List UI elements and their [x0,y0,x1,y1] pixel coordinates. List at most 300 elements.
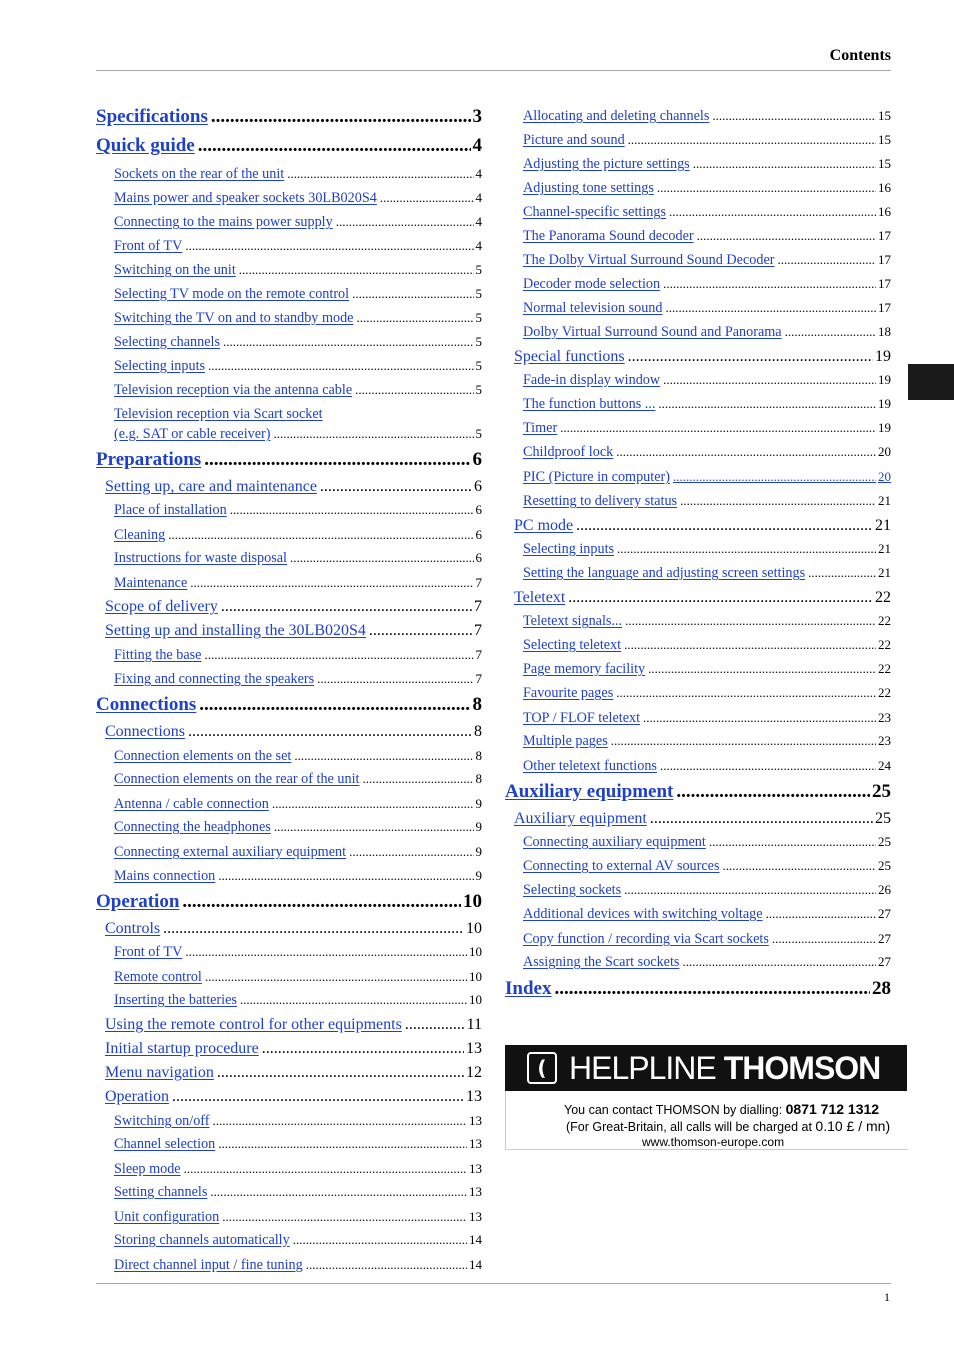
toc-entry-page: 22 [878,613,891,628]
toc-leader-dots [723,858,877,874]
toc-entry[interactable] [523,882,891,899]
toc-entry[interactable] [523,661,891,678]
toc-leader-dots [624,637,876,653]
toc-entry-page: 27 [878,954,891,969]
toc-entry-page: 6 [475,502,482,517]
toc-leader-dots [230,502,474,518]
toc-entry-page: 7 [475,671,482,686]
toc-entry-label[interactable]: Setting up and installing the 30LB020S4 [105,622,366,639]
toc-entry[interactable] [523,637,891,654]
toc-entry-page: 8 [475,748,482,763]
toc-leader-dots [204,449,470,471]
toc-entry-label[interactable]: Selecting sockets [523,882,622,898]
toc-entry[interactable] [523,396,891,413]
toc-entry-label-line1: Television reception via Scart socket [114,406,323,422]
toc-leader-dots [616,685,876,701]
toc-entry-label[interactable]: Childproof lock [523,444,614,460]
toc-entry-page: 15 [878,132,891,147]
toc-entry-page: 6 [474,478,482,495]
toc-entry[interactable] [114,214,482,231]
toc-entry[interactable] [105,1064,482,1082]
toc-entry[interactable] [114,575,482,592]
toc-entry-page: 4 [475,190,482,205]
toc-entry-page: 27 [878,931,891,946]
toc-entry-page: 21 [878,565,891,580]
toc-leader-dots [356,310,473,326]
toc-entry-label[interactable]: Front of TV [114,238,183,254]
toc-leader-dots [199,694,470,716]
toc-entry-page: 20 [878,444,891,459]
toc-entry[interactable] [114,382,482,399]
toc-entry[interactable] [114,262,482,279]
toc-leader-dots [808,565,876,581]
toc-entry-page: 8 [472,694,482,715]
toc-entry-page: 25 [878,834,891,849]
toc-entry-label[interactable]: Resetting to delivery status [523,493,678,509]
toc-entry-label[interactable]: Connecting auxiliary equipment [523,834,706,850]
toc-entry[interactable] [523,444,891,461]
toc-entry-page: 3 [472,106,482,127]
toc-entry[interactable] [114,992,482,1009]
footer-divider [96,1283,891,1284]
toc-entry[interactable] [114,502,482,519]
toc-entry[interactable] [523,469,891,486]
toc-entry[interactable] [114,944,482,961]
toc-leader-dots [576,517,873,535]
toc-entry-page: 13 [469,1136,482,1151]
toc-entry-label[interactable]: Specifications [96,106,208,127]
toc-entry-label[interactable]: Auxiliary equipment [505,781,674,802]
toc-leader-dots [184,1161,467,1177]
toc-leader-dots [648,661,876,677]
toc-leader-dots [624,882,876,898]
toc-entry[interactable] [114,1257,482,1274]
toc-entry-label[interactable]: Adjusting the picture settings [523,156,690,172]
toc-entry[interactable] [514,517,891,535]
toc-leader-dots [666,300,877,316]
toc-entry-label[interactable]: Connections [105,723,185,740]
toc-leader-dots [287,166,473,182]
toc-entry-label[interactable]: Teletext signals... [523,613,623,629]
toc-entry[interactable] [96,106,482,128]
toc-entry[interactable] [105,1088,482,1106]
toc-leader-dots [352,286,473,302]
toc-entry-label[interactable]: Channel-specific settings [523,204,667,220]
toc-entry-label[interactable]: Television reception via the antenna cable [114,382,353,398]
toc-entry-label[interactable]: Sleep mode [114,1161,181,1177]
toc-entry-label[interactable]: Setting channels [114,1184,208,1200]
toc-entry[interactable] [523,180,891,197]
toc-entry-page: 25 [878,858,891,873]
toc-entry[interactable] [114,190,482,207]
toc-leader-dots [208,358,473,374]
toc-leader-dots [262,1040,464,1058]
toc-leader-dots [168,527,473,543]
toc-entry-label[interactable]: Teletext [514,589,566,606]
toc-entry-page: 19 [878,396,891,411]
toc-entry-label[interactable]: Setting up, care and maintenance [105,478,317,495]
toc-entry-page: 22 [875,589,891,606]
toc-entry-page: 6 [472,449,482,470]
header-divider [96,70,891,71]
toc-entry-label[interactable]: Switching on/off [114,1113,210,1129]
toc-entry[interactable] [514,810,891,828]
toc-entry[interactable] [114,796,482,813]
toc-entry-label[interactable]: Preparations [96,449,202,470]
toc-leader-dots [240,992,467,1008]
toc-entry[interactable] [114,748,482,765]
toc-entry-label[interactable]: Selecting inputs [523,541,615,557]
toc-entry[interactable] [523,685,891,702]
toc-entry-page: 7 [474,622,482,639]
toc-entry[interactable] [523,710,891,727]
toc-entry[interactable] [523,565,891,582]
toc-entry[interactable] [114,550,482,567]
toc-entry[interactable] [114,844,482,861]
toc-entry[interactable] [114,1209,482,1226]
toc-entry-page: 10 [463,891,482,912]
toc-entry-page: 22 [878,637,891,652]
toc-entry-label[interactable]: Instructions for waste disposal [114,550,287,566]
toc-entry-label[interactable]: Copy function / recording via Scart sockets [523,931,769,947]
toc-entry[interactable] [114,166,482,183]
toc-entry-label[interactable]: Remote control [114,969,202,985]
toc-entry[interactable] [114,527,482,544]
toc-entry-label[interactable]: Assigning the Scart sockets [523,954,680,970]
toc-entry-label[interactable]: Connection elements on the set [114,748,292,764]
toc-entry-page: 27 [878,906,891,921]
toc-leader-dots [205,969,467,985]
toc-entry-page: 17 [878,252,891,267]
toc-entry-page: 20 [878,469,891,484]
toc-entry-label[interactable]: Selecting channels [114,334,220,350]
toc-entry-label[interactable]: Switching on the unit [114,262,236,278]
toc-entry-page: 5 [475,426,482,441]
toc-entry[interactable] [114,1136,482,1153]
toc-entry-label[interactable]: Operation [96,891,180,912]
toc-leader-dots [611,733,876,749]
toc-entry-label[interactable]: Special functions [514,348,625,365]
toc-entry[interactable] [96,449,482,471]
toc-entry[interactable] [114,1113,482,1130]
toc-entry[interactable] [523,493,891,510]
toc-entry[interactable] [105,598,482,616]
toc-entry[interactable] [523,541,891,558]
toc-entry-page: 28 [872,978,891,999]
toc-entry[interactable] [523,228,891,245]
toc-leader-dots [355,382,473,398]
toc-leader-dots [554,978,870,1000]
toc-entry-page: 10 [469,969,482,984]
toc-entry-label[interactable]: Inserting the batteries [114,992,237,1008]
toc-entry-label[interactable]: Operation [105,1088,169,1105]
toc-entry[interactable] [523,252,891,269]
toc-entry[interactable] [114,819,482,836]
toc-entry-page: 8 [475,771,482,786]
toc-entry-page: 9 [475,819,482,834]
toc-entry-label[interactable]: Mains power and speaker sockets 30LB020S4 [114,190,377,206]
toc-leader-dots [617,541,876,557]
toc-entry-page: 17 [878,300,891,315]
toc-entry-page: 10 [469,992,482,1007]
toc-entry-page: 6 [475,527,482,542]
toc-leader-dots [217,1064,464,1082]
toc-entry[interactable] [114,969,482,986]
toc-leader-dots [185,238,473,254]
toc-leader-dots [650,810,873,828]
toc-entry[interactable] [114,286,482,303]
toc-entry-label[interactable]: Connecting external auxiliary equipment [114,844,347,860]
toc-entry[interactable] [523,108,891,125]
toc-entry-label[interactable]: Setting the language and adjusting screen settings [523,565,806,581]
toc-entry[interactable] [523,954,891,971]
toc-leader-dots [198,135,471,157]
toc-entry-label[interactable]: Connection elements on the rear of the unit [114,771,360,787]
toc-entry[interactable] [523,276,891,293]
toc-leader-dots [369,622,472,640]
toc-leader-dots [676,781,870,803]
toc-entry-label[interactable]: Storing channels automatically [114,1232,290,1248]
toc-entry-page: 4 [475,238,482,253]
toc-entry[interactable] [114,310,482,327]
helpline-box [505,1045,907,1150]
toc-entry-label[interactable]: Allocating and deleting channels [523,108,710,124]
toc-leader-dots [223,334,474,350]
toc-leader-dots [568,589,873,607]
toc-entry-page: 25 [872,781,891,802]
toc-entry-label[interactable]: Page memory facility [523,661,646,677]
toc-leader-dots [293,1232,467,1248]
page-number: 1 [884,1290,890,1304]
toc-entry[interactable] [505,781,891,803]
toc-entry-label[interactable]: Unit configuration [114,1209,220,1225]
page-header-title: Contents [829,47,891,64]
toc-entry-label[interactable]: TOP / FLOF teletext [523,710,641,726]
toc-leader-dots [616,444,876,460]
toc-entry-page: 14 [469,1232,482,1247]
toc-entry-page: 7 [475,647,482,662]
toc-entry-page: 13 [469,1113,482,1128]
toc-entry-page: 19 [878,420,891,435]
toc-entry[interactable] [114,1161,482,1178]
toc-leader-dots [213,1113,467,1129]
toc-entry-label[interactable]: Picture and sound [523,132,625,148]
toc-entry[interactable] [105,1016,482,1034]
toc-entry-label[interactable]: Other teletext functions [523,758,657,774]
toc-entry-label[interactable]: Fitting the base [114,647,202,663]
toc-entry[interactable] [114,406,482,443]
toc-entry[interactable] [523,733,891,750]
toc-entry-label[interactable]: Cleaning [114,527,166,543]
toc-entry-page: 5 [475,334,482,349]
toc-leader-dots [628,132,876,148]
toc-entry-page: 19 [875,348,891,365]
toc-leader-dots [709,834,876,850]
toc-entry-page: 16 [878,180,891,195]
toc-entry-label[interactable]: Additional devices with switching voltage [523,906,763,922]
toc-entry[interactable] [114,358,482,375]
toc-entry-label[interactable]: Adjusting tone settings [523,180,654,196]
toc-entry-label[interactable]: Mains connection [114,868,216,884]
toc-entry[interactable] [96,694,482,716]
toc-entry[interactable] [523,300,891,317]
toc-leader-dots [660,758,876,774]
toc-leader-dots [294,748,473,764]
toc-leader-dots [785,324,876,340]
toc-entry[interactable] [114,238,482,255]
toc-leader-dots [218,1136,467,1152]
toc-entry[interactable] [523,613,891,630]
toc-entry-page: 15 [878,156,891,171]
toc-entry-label[interactable]: Normal television sound [523,300,663,316]
toc-leader-dots [306,1257,467,1273]
toc-entry-label[interactable]: The function buttons ... [523,396,656,412]
toc-entry-label[interactable]: PC mode [514,517,574,534]
toc-entry[interactable] [105,920,482,938]
toc-entry-label[interactable]: Selecting inputs [114,358,206,374]
toc-entry-page: 4 [472,135,482,156]
toc-leader-dots [188,723,472,741]
toc-entry[interactable] [105,723,482,741]
toc-entry-page: 13 [466,1088,482,1105]
website-line[interactable]: www.thomson-europe.com [642,1135,785,1149]
toc-entry-label[interactable]: Controls [105,920,161,937]
phone-number: 0871 712 1312 [785,1101,880,1117]
toc-entry[interactable] [105,622,482,640]
toc-entry-page: 26 [878,882,891,897]
toc-entry-page: 6 [475,550,482,565]
toc-entry[interactable] [523,420,891,437]
toc-entry-label[interactable]: Channel selection [114,1136,216,1152]
contact-line: You can contact THOMSON by dialling: 0871 712 1312 [564,1101,880,1117]
toc-entry-label[interactable]: Selecting teletext [523,637,622,653]
toc-entry[interactable] [523,132,891,149]
toc-entry-page: 18 [878,324,891,339]
toc-entry-page: 8 [474,723,482,740]
toc-entry[interactable] [523,156,891,173]
phone-icon: ( [527,1052,557,1084]
toc-entry-page: 17 [878,276,891,291]
toc-leader-dots [560,420,876,436]
toc-leader-dots [290,550,474,566]
toc-leader-dots [693,156,876,172]
toc-entry-label[interactable]: Dolby Virtual Surround Sound and Panorama [523,324,782,340]
toc-entry[interactable] [114,868,482,885]
toc-entry-label[interactable]: Multiple pages [523,733,608,749]
toc-entry-page: 13 [466,1040,482,1057]
toc-entry-label[interactable]: Switching the TV on and to standby mode [114,310,354,326]
toc-leader-dots [182,891,461,913]
toc-entry-label[interactable]: Using the remote control for other equipments [105,1016,402,1033]
toc-entry-page: 25 [875,810,891,827]
toc-entry[interactable] [114,671,482,688]
helpline-word: HELPLINE [569,1049,716,1086]
toc-entry-page: 21 [875,517,891,534]
toc-entry-page: 14 [469,1257,482,1272]
toc-entry-page: 24 [878,758,891,773]
toc-entry[interactable] [514,589,891,607]
toc-entry[interactable] [514,348,891,366]
toc-entry-label[interactable]: Sockets on the rear of the unit [114,166,285,182]
toc-entry-page: 5 [475,262,482,277]
toc-entry-page: 13 [469,1184,482,1199]
toc-entry[interactable] [505,978,891,1000]
toc-entry-page: 16 [878,204,891,219]
toc-entry[interactable] [523,372,891,389]
toc-leader-dots [643,710,876,726]
toc-entry-label[interactable]: Connections [96,694,197,715]
toc-entry-label[interactable]: PIC (Picture in computer) [523,469,670,485]
toc-entry-label[interactable]: The Panorama Sound decoder [523,228,694,244]
toc-entry-page: 19 [878,372,891,387]
toc-entry[interactable] [523,858,891,875]
toc-entry-label[interactable]: Menu navigation [105,1064,214,1081]
toc-entry[interactable] [96,891,482,913]
toc-entry-page: 23 [878,733,891,748]
toc-entry-label[interactable]: Connecting to the mains power supply [114,214,333,230]
toc-entry[interactable] [523,204,891,221]
toc-entry-label[interactable]: Fade-in display window [523,372,661,388]
toc-entry[interactable] [114,1232,482,1249]
toc-entry-label[interactable]: Scope of delivery [105,598,218,615]
toc-entry-label[interactable]: Timer [523,420,558,436]
toc-entry-label[interactable]: Decoder mode selection [523,276,661,292]
toc-entry-label[interactable]: Direct channel input / fine tuning [114,1257,303,1273]
toc-entry-label[interactable]: (e.g. SAT or cable receiver) [114,426,271,442]
toc-leader-dots [673,469,876,485]
toc-entry-label[interactable]: Index [505,978,552,999]
toc-entry-page: 10 [466,920,482,937]
toc-entry-label[interactable]: Quick guide [96,135,195,156]
toc-entry-page: 11 [466,1016,482,1033]
toc-entry-label[interactable]: Favourite pages [523,685,614,701]
toc-entry-page: 5 [475,310,482,325]
toc-entry-label[interactable]: Auxiliary equipment [514,810,647,827]
toc-entry-label[interactable]: Antenna / cable connection [114,796,269,812]
toc-entry[interactable] [523,834,891,851]
toc-entry[interactable] [96,135,482,157]
toc-entry-page: 23 [878,710,891,725]
toc-entry[interactable] [523,906,891,923]
toc-entry[interactable] [523,324,891,341]
toc-entry-label[interactable]: Initial startup procedure [105,1040,259,1057]
toc-entry[interactable] [523,758,891,775]
toc-entry-label[interactable]: Maintenance [114,575,188,591]
toc-entry-label[interactable]: Fixing and connecting the speakers [114,671,315,687]
toc-entry-label[interactable]: Connecting to external AV sources [523,858,720,874]
toc-entry-label[interactable]: The Dolby Virtual Surround Sound Decoder [523,252,775,268]
toc-leader-dots [712,108,876,124]
toc-entry-label[interactable]: Place of installation [114,502,227,518]
toc-leader-dots [272,796,474,812]
toc-entry[interactable] [114,1184,482,1201]
toc-entry-page: 15 [878,108,891,123]
toc-entry-label[interactable]: Selecting TV mode on the remote control [114,286,350,302]
helpline-info [505,1091,908,1150]
toc-leader-dots [772,931,876,947]
toc-entry[interactable] [114,647,482,664]
toc-entry-label[interactable]: Connecting the headphones [114,819,271,835]
toc-entry[interactable] [105,478,482,496]
toc-entry[interactable] [114,334,482,351]
toc-leader-dots [405,1016,465,1034]
toc-entry-label[interactable]: Front of TV [114,944,183,960]
toc-entry[interactable] [105,1040,482,1058]
toc-leader-dots [682,954,876,970]
toc-entry[interactable] [523,931,891,948]
charge-line: (For Great-Britain, all calls will be charged at 0.10 £ / mn) [566,1118,891,1134]
toc-entry[interactable] [114,771,482,788]
